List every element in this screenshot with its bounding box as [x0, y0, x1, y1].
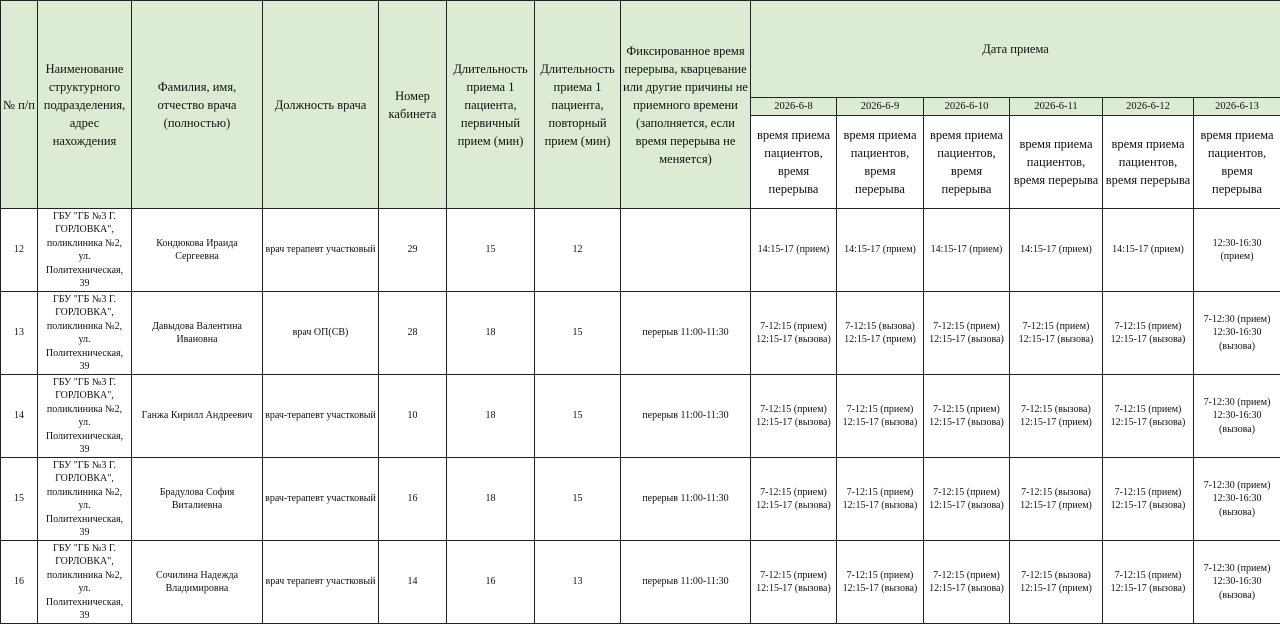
- table-row: [1, 209, 1280, 292]
- cell-position: врач-терапевт участковый: [263, 458, 379, 541]
- cell-schedule: 7-12:15 (прием) 12:15-17 (вызова): [924, 541, 1010, 624]
- header-date: 2026-6-10: [924, 98, 1010, 116]
- cell-num: 12: [1, 209, 38, 292]
- cell-room: 29: [379, 209, 447, 292]
- cell-schedule: 7-12:15 (прием) 12:15-17 (вызова): [837, 541, 924, 624]
- cell-schedule: 7-12:15 (вызова) 12:15-17 (прием): [1010, 458, 1103, 541]
- cell-repeat: 15: [535, 458, 621, 541]
- cell-org: ГБУ "ГБ №3 Г. ГОРЛОВКА", поликлиника №2, ул. Политехническая, 39: [38, 292, 132, 375]
- cell-schedule: 14:15-17 (прием): [1103, 209, 1194, 292]
- header-org: Наименование структурного подразделения, адрес нахождения: [38, 1, 132, 209]
- cell-primary: 18: [447, 458, 535, 541]
- cell-schedule: 7-12:15 (прием) 12:15-17 (вызова): [924, 458, 1010, 541]
- cell-fixed: перерыв 11:00-11:30: [621, 292, 751, 375]
- cell-schedule: 7-12:15 (прием) 12:15-17 (вызова): [837, 375, 924, 458]
- header-time-sub: время приема пациентов, время перерыва: [1103, 116, 1194, 209]
- cell-schedule: 7-12:15 (прием) 12:15-17 (вызова): [751, 458, 837, 541]
- cell-position: врач ОП(СВ): [263, 292, 379, 375]
- header-time-sub: время приема пациентов, время перерыва: [837, 116, 924, 209]
- cell-schedule: 7-12:15 (вызова) 12:15-17 (прием): [1010, 375, 1103, 458]
- header-date: 2026-6-9: [837, 98, 924, 116]
- header-time-sub: время приема пациентов, время перерыва: [1010, 116, 1103, 209]
- cell-schedule: 14:15-17 (прием): [924, 209, 1010, 292]
- cell-name: Давыдова Валентина Ивановна: [132, 292, 263, 375]
- header-date: 2026-6-12: [1103, 98, 1194, 116]
- cell-schedule: 7-12:15 (прием) 12:15-17 (вызова): [751, 375, 837, 458]
- header-fixed: Фиксированное время перерыва, кварцевание или другие причины не приемного времени (заполняется, если время перерыва не меняется): [621, 1, 751, 209]
- cell-room: 16: [379, 458, 447, 541]
- cell-position: врач терапевт участковый: [263, 541, 379, 624]
- cell-schedule: 7-12:15 (прием) 12:15-17 (вызова): [751, 292, 837, 375]
- cell-name: Брадулова София Виталиевна: [132, 458, 263, 541]
- cell-schedule: 7-12:15 (прием) 12:15-17 (вызова): [1010, 292, 1103, 375]
- cell-name: Ганжа Кирилл Андреевич: [132, 375, 263, 458]
- cell-fixed: перерыв 11:00-11:30: [621, 458, 751, 541]
- cell-name: Сочилина Надежда Владимировна: [132, 541, 263, 624]
- table-row: [1, 541, 1280, 624]
- header-date: 2026-6-13: [1194, 98, 1280, 116]
- cell-org: ГБУ "ГБ №3 Г. ГОРЛОВКА", поликлиника №2, ул. Политехническая, 39: [38, 375, 132, 458]
- table-row: [1, 375, 1280, 458]
- cell-schedule: 7-12:15 (прием) 12:15-17 (вызова): [924, 375, 1010, 458]
- cell-schedule: 7-12:15 (прием) 12:15-17 (вызова): [751, 541, 837, 624]
- cell-num: 14: [1, 375, 38, 458]
- table-row: [1, 458, 1280, 541]
- cell-repeat: 15: [535, 292, 621, 375]
- cell-org: ГБУ "ГБ №3 Г. ГОРЛОВКА", поликлиника №2, ул. Политехническая, 39: [38, 209, 132, 292]
- cell-schedule: 7-12:30 (прием) 12:30-16:30 (вызова): [1194, 458, 1280, 541]
- header-date: 2026-6-11: [1010, 98, 1103, 116]
- cell-position: врач терапевт участковый: [263, 209, 379, 292]
- cell-num: 16: [1, 541, 38, 624]
- header-num: № п/п: [1, 1, 38, 209]
- cell-name: Кондюкова Ираида Сергеевна: [132, 209, 263, 292]
- cell-schedule: 14:15-17 (прием): [837, 209, 924, 292]
- cell-room: 14: [379, 541, 447, 624]
- cell-primary: 18: [447, 375, 535, 458]
- table-body: [1, 209, 1280, 624]
- cell-schedule: 7-12:15 (прием) 12:15-17 (вызова): [1103, 375, 1194, 458]
- cell-schedule: 7-12:15 (вызова) 12:15-17 (прием): [837, 292, 924, 375]
- cell-schedule: 14:15-17 (прием): [751, 209, 837, 292]
- cell-primary: 16: [447, 541, 535, 624]
- cell-position: врач-терапевт участковый: [263, 375, 379, 458]
- cell-schedule: 14:15-17 (прием): [1010, 209, 1103, 292]
- cell-org: ГБУ "ГБ №3 Г. ГОРЛОВКА", поликлиника №2, ул. Политехническая, 39: [38, 541, 132, 624]
- cell-repeat: 13: [535, 541, 621, 624]
- cell-primary: 18: [447, 292, 535, 375]
- cell-schedule: 7-12:15 (прием) 12:15-17 (вызова): [924, 292, 1010, 375]
- header-room: Номер кабинета: [379, 1, 447, 209]
- cell-schedule: 7-12:30 (прием) 12:30-16:30 (вызова): [1194, 375, 1280, 458]
- cell-fixed: [621, 209, 751, 292]
- header-name: Фамилия, имя, отчество врача (полностью): [132, 1, 263, 209]
- header-time-sub: время приема пациентов, время перерыва: [924, 116, 1010, 209]
- header-date-group: Дата приема: [751, 1, 1280, 98]
- cell-fixed: перерыв 11:00-11:30: [621, 375, 751, 458]
- header-time-sub: время приема пациентов, время перерыва: [751, 116, 837, 209]
- cell-org: ГБУ "ГБ №3 Г. ГОРЛОВКА", поликлиника №2, ул. Политехническая, 39: [38, 458, 132, 541]
- cell-room: 10: [379, 375, 447, 458]
- cell-room: 28: [379, 292, 447, 375]
- cell-schedule: 7-12:15 (прием) 12:15-17 (вызова): [1103, 541, 1194, 624]
- cell-primary: 15: [447, 209, 535, 292]
- cell-schedule: 12:30-16:30 (прием): [1194, 209, 1280, 292]
- cell-schedule: 7-12:15 (прием) 12:15-17 (вызова): [1103, 458, 1194, 541]
- cell-schedule: 7-12:15 (прием) 12:15-17 (вызова): [1103, 292, 1194, 375]
- cell-num: 13: [1, 292, 38, 375]
- cell-schedule: 7-12:15 (прием) 12:15-17 (вызова): [837, 458, 924, 541]
- cell-schedule: 7-12:30 (прием) 12:30-16:30 (вызова): [1194, 541, 1280, 624]
- table-row: [1, 292, 1280, 375]
- cell-repeat: 12: [535, 209, 621, 292]
- header-time-sub: время приема пациентов, время перерыва: [1194, 116, 1280, 209]
- cell-repeat: 15: [535, 375, 621, 458]
- header-date: 2026-6-8: [751, 98, 837, 116]
- cell-fixed: перерыв 11:00-11:30: [621, 541, 751, 624]
- header-primary: Длительность приема 1 пациента, первичный прием (мин): [447, 1, 535, 209]
- header-position: Должность врача: [263, 1, 379, 209]
- cell-schedule: 7-12:30 (прием) 12:30-16:30 (вызова): [1194, 292, 1280, 375]
- header-repeat: Длительность приема 1 пациента, повторный прием (мин): [535, 1, 621, 209]
- cell-num: 15: [1, 458, 38, 541]
- table-header: [1, 1, 1280, 209]
- cell-schedule: 7-12:15 (вызова) 12:15-17 (прием): [1010, 541, 1103, 624]
